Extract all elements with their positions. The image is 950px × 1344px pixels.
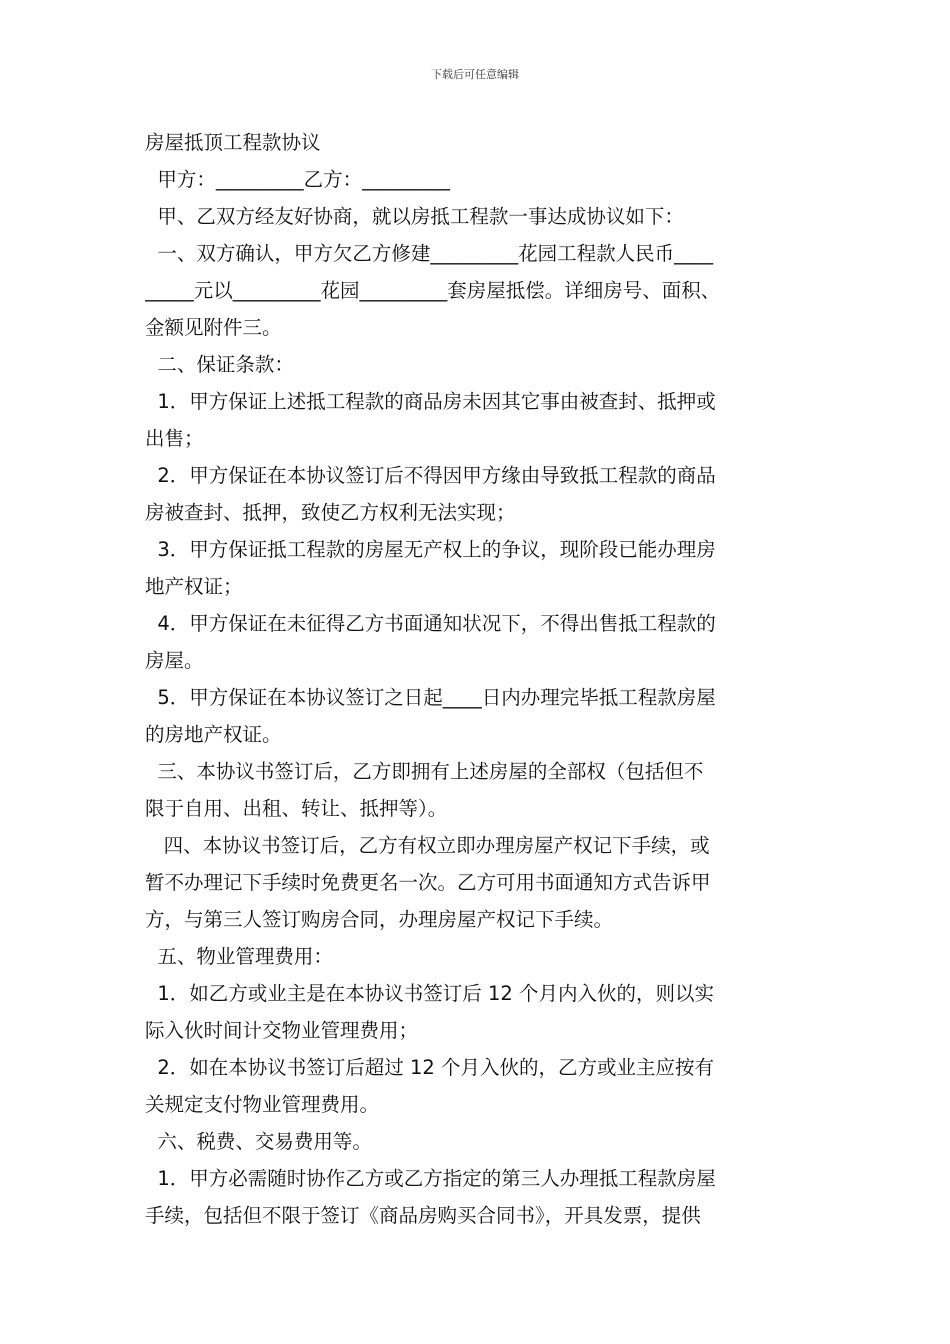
document-line: 3．甲方保证抵工程款的房屋无产权上的争议，现阶段已能办理房 [145, 538, 716, 561]
page-header-note: 下载后可任意编辑 [431, 68, 519, 81]
document-line: 三、本协议书签订后，乙方即拥有上述房屋的全部权（包括但不 [145, 760, 704, 783]
document-line: 出售； [145, 427, 204, 450]
document-line: 2．如在本协议书签订后超过 12 个月入伙的，乙方或业主应按有 [145, 1056, 715, 1079]
document-line: 关规定支付物业管理费用。 [145, 1093, 380, 1116]
document-line: 4．甲方保证在未征得乙方书面通知状况下，不得出售抵工程款的 [145, 612, 716, 635]
document-line: 1．如乙方或业主是在本协议书签订后 12 个月内入伙的，则以实 [145, 982, 715, 1005]
document-line: 甲、乙双方经友好协商，就以房抵工程款一事达成协议如下： [145, 205, 684, 228]
document-line: 房屋。 [145, 649, 204, 672]
document-line: 的房地产权证。 [145, 723, 282, 746]
document-line: 1．甲方保证上述抵工程款的商品房未因其它事由被查封、抵押或 [145, 390, 716, 413]
document-line: 六、税费、交易费用等。 [145, 1130, 372, 1153]
document-line: 方，与第三人签订购房合同，办理房屋产权记下手续。 [145, 908, 614, 931]
document-line: _____元以_________花园_________套房屋抵偿。详细房号、面积、 [145, 279, 721, 302]
document-line: 暂不办理记下手续时免费更名一次。乙方可用书面通知方式告诉甲 [145, 871, 711, 894]
document-line: 二、保证条款： [145, 353, 294, 376]
document-line: 房被查封、抵押，致使乙方权利无法实现； [145, 501, 516, 524]
document-line: 5．甲方保证在本协议签订之日起____日内办理完毕抵工程款房屋 [145, 686, 716, 709]
document-body [145, 124, 807, 1234]
document-line: 地产权证； [145, 575, 243, 598]
document-line: 限于自用、出租、转让、抵押等）。 [145, 797, 448, 820]
document-title: 房屋抵顶工程款协议 [145, 131, 321, 154]
document-line: 2．甲方保证在本协议签订后不得因甲方缘由导致抵工程款的商品 [145, 464, 716, 487]
document-line: 金额见附件三。 [145, 316, 282, 339]
document-line: 1．甲方必需随时协作乙方或乙方指定的第三人办理抵工程款房屋 [145, 1167, 716, 1190]
document-line: 五、物业管理费用： [145, 945, 333, 968]
document-line: 际入伙时间计交物业管理费用； [145, 1019, 419, 1042]
document-line: 甲方：_________乙方：_________ [145, 168, 450, 191]
document-line: 一、双方确认，甲方欠乙方修建_________花园工程款人民币____ [145, 242, 714, 265]
document-line: 四、本协议书签订后，乙方有权立即办理房屋产权记下手续，或 [145, 834, 710, 857]
document-line: 手续，包括但不限于签订《商品房购买合同书》，开具发票，提供 [145, 1204, 701, 1227]
